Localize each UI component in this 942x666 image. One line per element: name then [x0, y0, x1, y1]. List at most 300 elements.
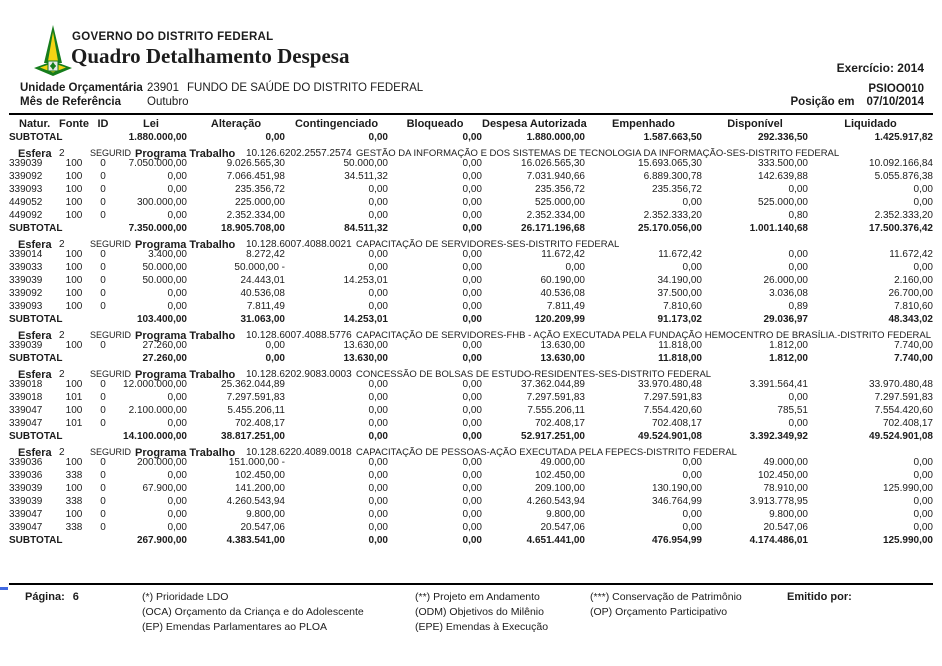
- programa-descricao: GESTÃO DA INFORMAÇÃO E DOS SISTEMAS DE TECNOLOGIA DA INFORMAÇÃO-SES-DISTRITO FEDERAL: [356, 148, 840, 159]
- value-cell: 525.000,00: [757, 197, 808, 208]
- value-cell: 5.055.876,38: [874, 171, 933, 182]
- subtotal-value: 11.818,00: [658, 353, 702, 364]
- esfera-label: Esfera: [18, 148, 52, 160]
- esfera-value: 2: [59, 447, 65, 458]
- value-cell: 0,00: [368, 197, 388, 208]
- report-table: [9, 116, 933, 547]
- value-cell: 67.900,00: [142, 483, 187, 494]
- value-cell: 0,00: [462, 158, 482, 169]
- subtotal-value: 0,00: [368, 535, 388, 546]
- id-cell: 0: [100, 288, 106, 299]
- item-row: [9, 300, 933, 313]
- value-cell: 10.092.166,84: [869, 158, 933, 169]
- value-cell: 0,00: [368, 470, 388, 481]
- page-number-value: 6: [72, 591, 79, 603]
- report-code: PSIOO010: [868, 83, 924, 95]
- natureza-cell: 339092: [9, 171, 43, 182]
- value-cell: 0,00: [167, 392, 187, 403]
- fonte-cell: 338: [65, 470, 83, 481]
- position-date: 07/10/2014: [866, 96, 924, 108]
- subtotal-row: [9, 352, 933, 365]
- subtotal-row: [9, 534, 933, 547]
- programa-descricao: CAPACITAÇÃO DE PESSOAS-AÇÃO EXECUTADA PELA FEPECS-DISTRITO FEDERAL: [356, 447, 737, 458]
- subtotal-value: 1.587.663,50: [643, 132, 702, 143]
- value-cell: 0,00: [167, 509, 187, 520]
- value-cell: 2.352.334,00: [526, 210, 585, 221]
- item-row: [9, 404, 933, 417]
- subtotal-value: 1.880.000,00: [128, 132, 187, 143]
- legend-item: (EPE) Emendas à Execução: [415, 621, 549, 633]
- value-cell: 16.026.565,30: [521, 158, 585, 169]
- exercise-year: Exercício: 2014: [836, 61, 924, 75]
- fonte-cell: 100: [65, 275, 83, 286]
- value-cell: 702.408,17: [651, 418, 702, 429]
- value-cell: 2.160,00: [894, 275, 933, 286]
- value-cell: 0,00: [368, 184, 388, 195]
- value-cell: 209.100,00: [534, 483, 585, 494]
- value-cell: 0,00: [462, 379, 482, 390]
- value-cell: 0,00: [368, 457, 388, 468]
- value-cell: 7.554.420,60: [643, 405, 702, 416]
- column-header: Bloqueado: [406, 118, 464, 130]
- value-cell: 0,00: [167, 288, 187, 299]
- natureza-cell: 339036: [9, 470, 43, 481]
- reference-month-label: Mês de Referência: [20, 96, 121, 108]
- id-cell: 0: [100, 470, 106, 481]
- id-cell: 0: [100, 509, 106, 520]
- value-cell: 785,51: [777, 405, 808, 416]
- value-cell: 200.000,00: [136, 457, 187, 468]
- legend-column-3: [590, 590, 742, 620]
- subtotal-value: 25.170.056,00: [638, 223, 702, 234]
- value-cell: 15.693.065,30: [638, 158, 702, 169]
- item-row: [9, 482, 933, 495]
- value-cell: 50.000,00: [142, 275, 187, 286]
- section-row: [9, 365, 933, 378]
- value-cell: 4.260.543,94: [526, 496, 585, 507]
- subtotal-value: 17.500.376,42: [869, 223, 933, 234]
- value-cell: 0,00: [682, 522, 702, 533]
- subtotal-value: 1.812,00: [769, 353, 808, 364]
- value-cell: 7.050.000,00: [128, 158, 187, 169]
- esfera-value: 2: [59, 369, 65, 380]
- report-table-head: [9, 116, 933, 131]
- value-cell: 0,00: [462, 249, 482, 260]
- natureza-cell: 339039: [9, 158, 43, 169]
- value-cell: 2.352.333,20: [643, 210, 702, 221]
- programa-trabalho-code: 10.126.6202.2557.2574: [246, 148, 352, 159]
- value-cell: 24.443,01: [240, 275, 285, 286]
- value-cell: 0,00: [368, 249, 388, 260]
- id-cell: 0: [100, 496, 106, 507]
- item-row: [9, 417, 933, 430]
- value-cell: 0,00: [368, 496, 388, 507]
- value-cell: 50.000,00: [343, 158, 388, 169]
- value-cell: 0,00: [368, 262, 388, 273]
- value-cell: 0,00: [368, 405, 388, 416]
- fonte-cell: 100: [65, 262, 83, 273]
- subtotal-value: 49.524.901,08: [638, 431, 702, 442]
- natureza-cell: 339092: [9, 288, 43, 299]
- value-cell: 0,00: [913, 522, 933, 533]
- natureza-cell: 339039: [9, 496, 43, 507]
- value-cell: 7.740,00: [894, 340, 933, 351]
- fonte-cell: 100: [65, 184, 83, 195]
- value-cell: 2.352.334,00: [226, 210, 285, 221]
- natureza-cell: 339047: [9, 522, 43, 533]
- fonte-cell: 100: [65, 379, 83, 390]
- value-cell: 20.547,06: [240, 522, 285, 533]
- regime-label: SEGURID: [90, 148, 132, 158]
- value-cell: 130.190,00: [651, 483, 702, 494]
- value-cell: 9.800,00: [246, 509, 285, 520]
- value-cell: 0,00: [368, 418, 388, 429]
- column-header: ID: [97, 118, 109, 130]
- value-cell: 0,00: [167, 470, 187, 481]
- legend-item: (ODM) Objetivos do Milênio: [415, 606, 544, 618]
- value-cell: 0,00: [682, 470, 702, 481]
- subtotal-value: 14.253,01: [343, 314, 388, 325]
- natureza-cell: 339047: [9, 509, 43, 520]
- value-cell: 0,00: [788, 249, 808, 260]
- fonte-cell: 100: [65, 483, 83, 494]
- budget-unit-label: Unidade Orçamentária: [20, 82, 143, 94]
- id-cell: 0: [100, 262, 106, 273]
- government-name: GOVERNO DO DISTRITO FEDERAL: [72, 31, 274, 43]
- value-cell: 7.555.206,11: [527, 405, 585, 416]
- esfera-value: 2: [59, 330, 65, 341]
- page-number-label: Página:: [25, 591, 65, 603]
- column-header: Liquidado: [844, 118, 897, 130]
- reference-month-line: [20, 96, 189, 108]
- natureza-cell: 339018: [9, 379, 43, 390]
- value-cell: 0,00: [167, 496, 187, 507]
- value-cell: 235.356,72: [234, 184, 285, 195]
- value-cell: 0,00: [913, 262, 933, 273]
- subtotal-value: 13.630,00: [540, 353, 585, 364]
- value-cell: 8.272,42: [246, 249, 285, 260]
- value-cell: 0,00: [462, 418, 482, 429]
- id-cell: 0: [100, 197, 106, 208]
- value-cell: 1.812,00: [769, 340, 808, 351]
- value-cell: 25.362.044,89: [221, 379, 285, 390]
- subtotal-label: SUBTOTAL: [9, 431, 63, 442]
- value-cell: 26.700,00: [888, 288, 933, 299]
- value-cell: 0,00: [167, 171, 187, 182]
- value-cell: 4.260.543,94: [226, 496, 285, 507]
- column-header: Disponível: [727, 118, 783, 130]
- value-cell: 2.100.000,00: [128, 405, 187, 416]
- value-cell: 7.066.451,98: [226, 171, 285, 182]
- esfera-label: Esfera: [18, 369, 52, 381]
- subtotal-value: 4.651.441,00: [526, 535, 585, 546]
- fonte-cell: 338: [65, 522, 83, 533]
- section-row: [9, 235, 933, 248]
- value-cell: 14.253,01: [343, 275, 388, 286]
- subtotal-value: 0,00: [462, 314, 482, 325]
- item-row: [9, 521, 933, 534]
- subtotal-value: 26.171.196,68: [521, 223, 585, 234]
- value-cell: 0,00: [913, 496, 933, 507]
- subtotal-value: 7.740,00: [894, 353, 933, 364]
- value-cell: 9.800,00: [769, 509, 808, 520]
- value-cell: 0,00: [788, 184, 808, 195]
- value-cell: 235.356,72: [651, 184, 702, 195]
- value-cell: 7.811,49: [546, 301, 585, 312]
- value-cell: 0,00: [913, 184, 933, 195]
- value-cell: 702.408,17: [234, 418, 285, 429]
- subtotal-value: 29.036,97: [763, 314, 808, 325]
- value-cell: 0,00: [462, 184, 482, 195]
- item-row: [9, 170, 933, 183]
- value-cell: 0,00: [913, 509, 933, 520]
- subtotal-value: 0,00: [462, 535, 482, 546]
- fonte-cell: 100: [65, 509, 83, 520]
- id-cell: 0: [100, 483, 106, 494]
- item-row: [9, 274, 933, 287]
- value-cell: 11.672,42: [541, 249, 585, 260]
- programa-trabalho-code: 10.128.6202.9083.0003: [246, 369, 352, 380]
- legend-item: (EP) Emendas Parlamentares ao PLOA: [142, 621, 328, 633]
- budget-unit-name: FUNDO DE SAÚDE DO DISTRITO FEDERAL: [186, 82, 424, 94]
- value-cell: 0,00: [462, 210, 482, 221]
- column-header: Despesa Autorizada: [482, 118, 587, 130]
- natureza-cell: 449092: [9, 210, 43, 221]
- fonte-cell: 100: [65, 288, 83, 299]
- regime-label: SEGURID: [90, 447, 132, 457]
- value-cell: 7.297.591,83: [226, 392, 285, 403]
- value-cell: 0,00: [462, 301, 482, 312]
- subtotal-value: 0,00: [462, 223, 482, 234]
- legend-item: (***) Conservação de Patrimônio: [590, 591, 742, 603]
- subtotal-value: 0,00: [462, 132, 482, 143]
- value-cell: 0,00: [462, 262, 482, 273]
- subtotal-value: 48.343,02: [888, 314, 933, 325]
- subtotal-value: 476.954,99: [651, 535, 702, 546]
- report-title: Quadro Detalhamento Despesa: [71, 44, 350, 68]
- natureza-cell: 339047: [9, 418, 43, 429]
- subtotal-value: 0,00: [462, 353, 482, 364]
- value-cell: 11.818,00: [658, 340, 702, 351]
- column-header: Lei: [143, 118, 159, 130]
- value-cell: 0,00: [462, 171, 482, 182]
- subtotal-value: 1.425.917,82: [874, 132, 933, 143]
- legend-item: (*) Prioridade LDO: [142, 591, 229, 603]
- column-header: Fonte: [59, 118, 89, 130]
- column-header: Contingenciado: [294, 118, 379, 130]
- item-row: [9, 287, 933, 300]
- item-row: [9, 209, 933, 222]
- value-cell: 0,00: [462, 483, 482, 494]
- value-cell: 0,00: [368, 392, 388, 403]
- item-row: [9, 391, 933, 404]
- fonte-cell: 100: [65, 210, 83, 221]
- fonte-cell: 100: [65, 158, 83, 169]
- value-cell: 3.913.778,95: [749, 496, 808, 507]
- natureza-cell: 339093: [9, 184, 43, 195]
- subtotal-value: 49.524.901,08: [869, 431, 933, 442]
- natureza-cell: 449052: [9, 197, 43, 208]
- value-cell: 0,89: [788, 301, 808, 312]
- value-cell: 34.511,32: [344, 171, 388, 182]
- programa-trabalho-label: Programa Trabalho: [135, 330, 236, 342]
- value-cell: 125.990,00: [882, 483, 933, 494]
- subtotal-value: 18.905.708,00: [221, 223, 285, 234]
- value-cell: 5.455.206,11: [227, 405, 285, 416]
- item-row: [9, 183, 933, 196]
- id-cell: 0: [100, 171, 106, 182]
- subtotal-row: [9, 313, 933, 326]
- value-cell: 50.000,00: [142, 262, 187, 273]
- subtotal-value: 52.917.251,00: [521, 431, 585, 442]
- value-cell: 0,00: [167, 418, 187, 429]
- subtotal-label: SUBTOTAL: [9, 535, 63, 546]
- item-row: [9, 196, 933, 209]
- value-cell: 33.970.480,48: [638, 379, 702, 390]
- value-cell: 0,00: [368, 288, 388, 299]
- regime-label: SEGURID: [90, 330, 132, 340]
- subtotal-label: SUBTOTAL: [9, 353, 63, 364]
- value-cell: 0,00: [368, 379, 388, 390]
- value-cell: 20.547,06: [763, 522, 808, 533]
- fonte-cell: 100: [65, 340, 83, 351]
- item-row: [9, 469, 933, 482]
- subtotal-value: 0,00: [265, 132, 285, 143]
- subtotal-value: 4.174.486,01: [749, 535, 808, 546]
- subtotal-value: 31.063,00: [240, 314, 285, 325]
- id-cell: 0: [100, 522, 106, 533]
- esfera-value: 2: [59, 148, 65, 159]
- value-cell: 40.536,08: [540, 288, 585, 299]
- subtotal-value: 0,00: [265, 353, 285, 364]
- value-cell: 702.408,17: [534, 418, 585, 429]
- value-cell: 0,00: [265, 340, 285, 351]
- header-divider: [9, 113, 933, 115]
- value-cell: 27.260,00: [142, 340, 187, 351]
- programa-trabalho-label: Programa Trabalho: [135, 239, 236, 251]
- programa-trabalho-label: Programa Trabalho: [135, 148, 236, 160]
- subtotal-row: [9, 222, 933, 235]
- programa-descricao: CAPACITAÇÃO DE SERVIDORES-SES-DISTRITO FEDERAL: [356, 239, 620, 250]
- value-cell: 0,00: [167, 210, 187, 221]
- subtotal-value: 13.630,00: [343, 353, 388, 364]
- subtotal-row: [9, 131, 933, 144]
- value-cell: 50.000,00 -: [234, 262, 285, 273]
- subtotal-value: 103.400,00: [136, 314, 187, 325]
- fonte-cell: 100: [65, 197, 83, 208]
- value-cell: 525.000,00: [534, 197, 585, 208]
- column-header-row: [9, 116, 933, 131]
- value-cell: 13.630,00: [343, 340, 388, 351]
- value-cell: 0,00: [368, 301, 388, 312]
- value-cell: 7.810,60: [894, 301, 933, 312]
- value-cell: 13.630,00: [540, 340, 585, 351]
- subtotal-value: 38.817.251,00: [221, 431, 285, 442]
- subtotal-row: [9, 430, 933, 443]
- subtotal-value: 91.173,02: [657, 314, 702, 325]
- subtotal-value: 292.336,50: [757, 132, 808, 143]
- column-header: Natur.: [19, 118, 51, 130]
- subtotal-value: 4.383.541,00: [226, 535, 285, 546]
- value-cell: 0,00: [368, 509, 388, 520]
- subtotal-value: 0,00: [462, 431, 482, 442]
- programa-trabalho-label: Programa Trabalho: [135, 369, 236, 381]
- column-header: Empenhado: [612, 118, 675, 130]
- legend-item: (OCA) Orçamento da Criança e do Adolescente: [142, 606, 364, 618]
- esfera-label: Esfera: [18, 330, 52, 342]
- subtotal-label: SUBTOTAL: [9, 132, 63, 143]
- id-cell: 0: [100, 418, 106, 429]
- id-cell: 0: [100, 210, 106, 221]
- natureza-cell: 339039: [9, 275, 43, 286]
- subtotal-value: 27.260,00: [142, 353, 187, 364]
- id-cell: 0: [100, 184, 106, 195]
- natureza-cell: 339033: [9, 262, 43, 273]
- subtotal-value: 84.511,32: [344, 223, 388, 234]
- value-cell: 12.000.000,00: [123, 379, 187, 390]
- section-cell: [9, 326, 933, 342]
- id-cell: 0: [100, 249, 106, 260]
- value-cell: 9.800,00: [546, 509, 585, 520]
- natureza-cell: 339014: [9, 249, 43, 260]
- value-cell: 0,00: [462, 496, 482, 507]
- value-cell: 0,80: [788, 210, 808, 221]
- id-cell: 0: [100, 405, 106, 416]
- column-header: Alteração: [210, 118, 262, 130]
- programa-descricao: CONCESSÃO DE BOLSAS DE ESTUDO-RESIDENTES-SES-DISTRITO FEDERAL: [356, 369, 712, 380]
- esfera-value: 2: [59, 239, 65, 250]
- natureza-cell: 339018: [9, 392, 43, 403]
- value-cell: 225.000,00: [234, 197, 285, 208]
- legend-column-1: [142, 590, 364, 635]
- budget-unit-code: 23901: [147, 82, 179, 94]
- value-cell: 102.450,00: [234, 470, 285, 481]
- subtotal-value: 1.880.000,00: [526, 132, 585, 143]
- value-cell: 0,00: [682, 457, 702, 468]
- value-cell: 3.036,08: [769, 288, 808, 299]
- value-cell: 0,00: [462, 470, 482, 481]
- natureza-cell: 339093: [9, 301, 43, 312]
- value-cell: 0,00: [682, 262, 702, 273]
- value-cell: 0,00: [167, 522, 187, 533]
- value-cell: 0,00: [368, 210, 388, 221]
- value-cell: 142.639,88: [757, 171, 808, 182]
- value-cell: 235.356,72: [534, 184, 585, 195]
- issued-by-label: Emitido por:: [787, 591, 852, 603]
- value-cell: 141.200,00: [234, 483, 285, 494]
- section-row: [9, 326, 933, 339]
- programa-trabalho-code: 10.128.6220.4089.0018: [246, 447, 352, 458]
- value-cell: 0,00: [368, 483, 388, 494]
- value-cell: 151.000,00 -: [228, 457, 285, 468]
- natureza-cell: 339039: [9, 340, 43, 351]
- subtotal-value: 14.100.000,00: [123, 431, 187, 442]
- section-cell: [9, 443, 933, 459]
- value-cell: 0,00: [462, 340, 482, 351]
- id-cell: 0: [100, 379, 106, 390]
- value-cell: 300.000,00: [136, 197, 187, 208]
- subtotal-value: 267.900,00: [136, 535, 187, 546]
- regime-label: SEGURID: [90, 369, 132, 379]
- subtotal-value: 7.350.000,00: [128, 223, 187, 234]
- value-cell: 0,00: [913, 470, 933, 481]
- natureza-cell: 339047: [9, 405, 43, 416]
- id-cell: 0: [100, 275, 106, 286]
- value-cell: 702.408,17: [882, 418, 933, 429]
- programa-trabalho-code: 10.128.6007.4088.0021: [246, 239, 352, 250]
- value-cell: 34.190,00: [657, 275, 702, 286]
- value-cell: 26.000,00: [763, 275, 808, 286]
